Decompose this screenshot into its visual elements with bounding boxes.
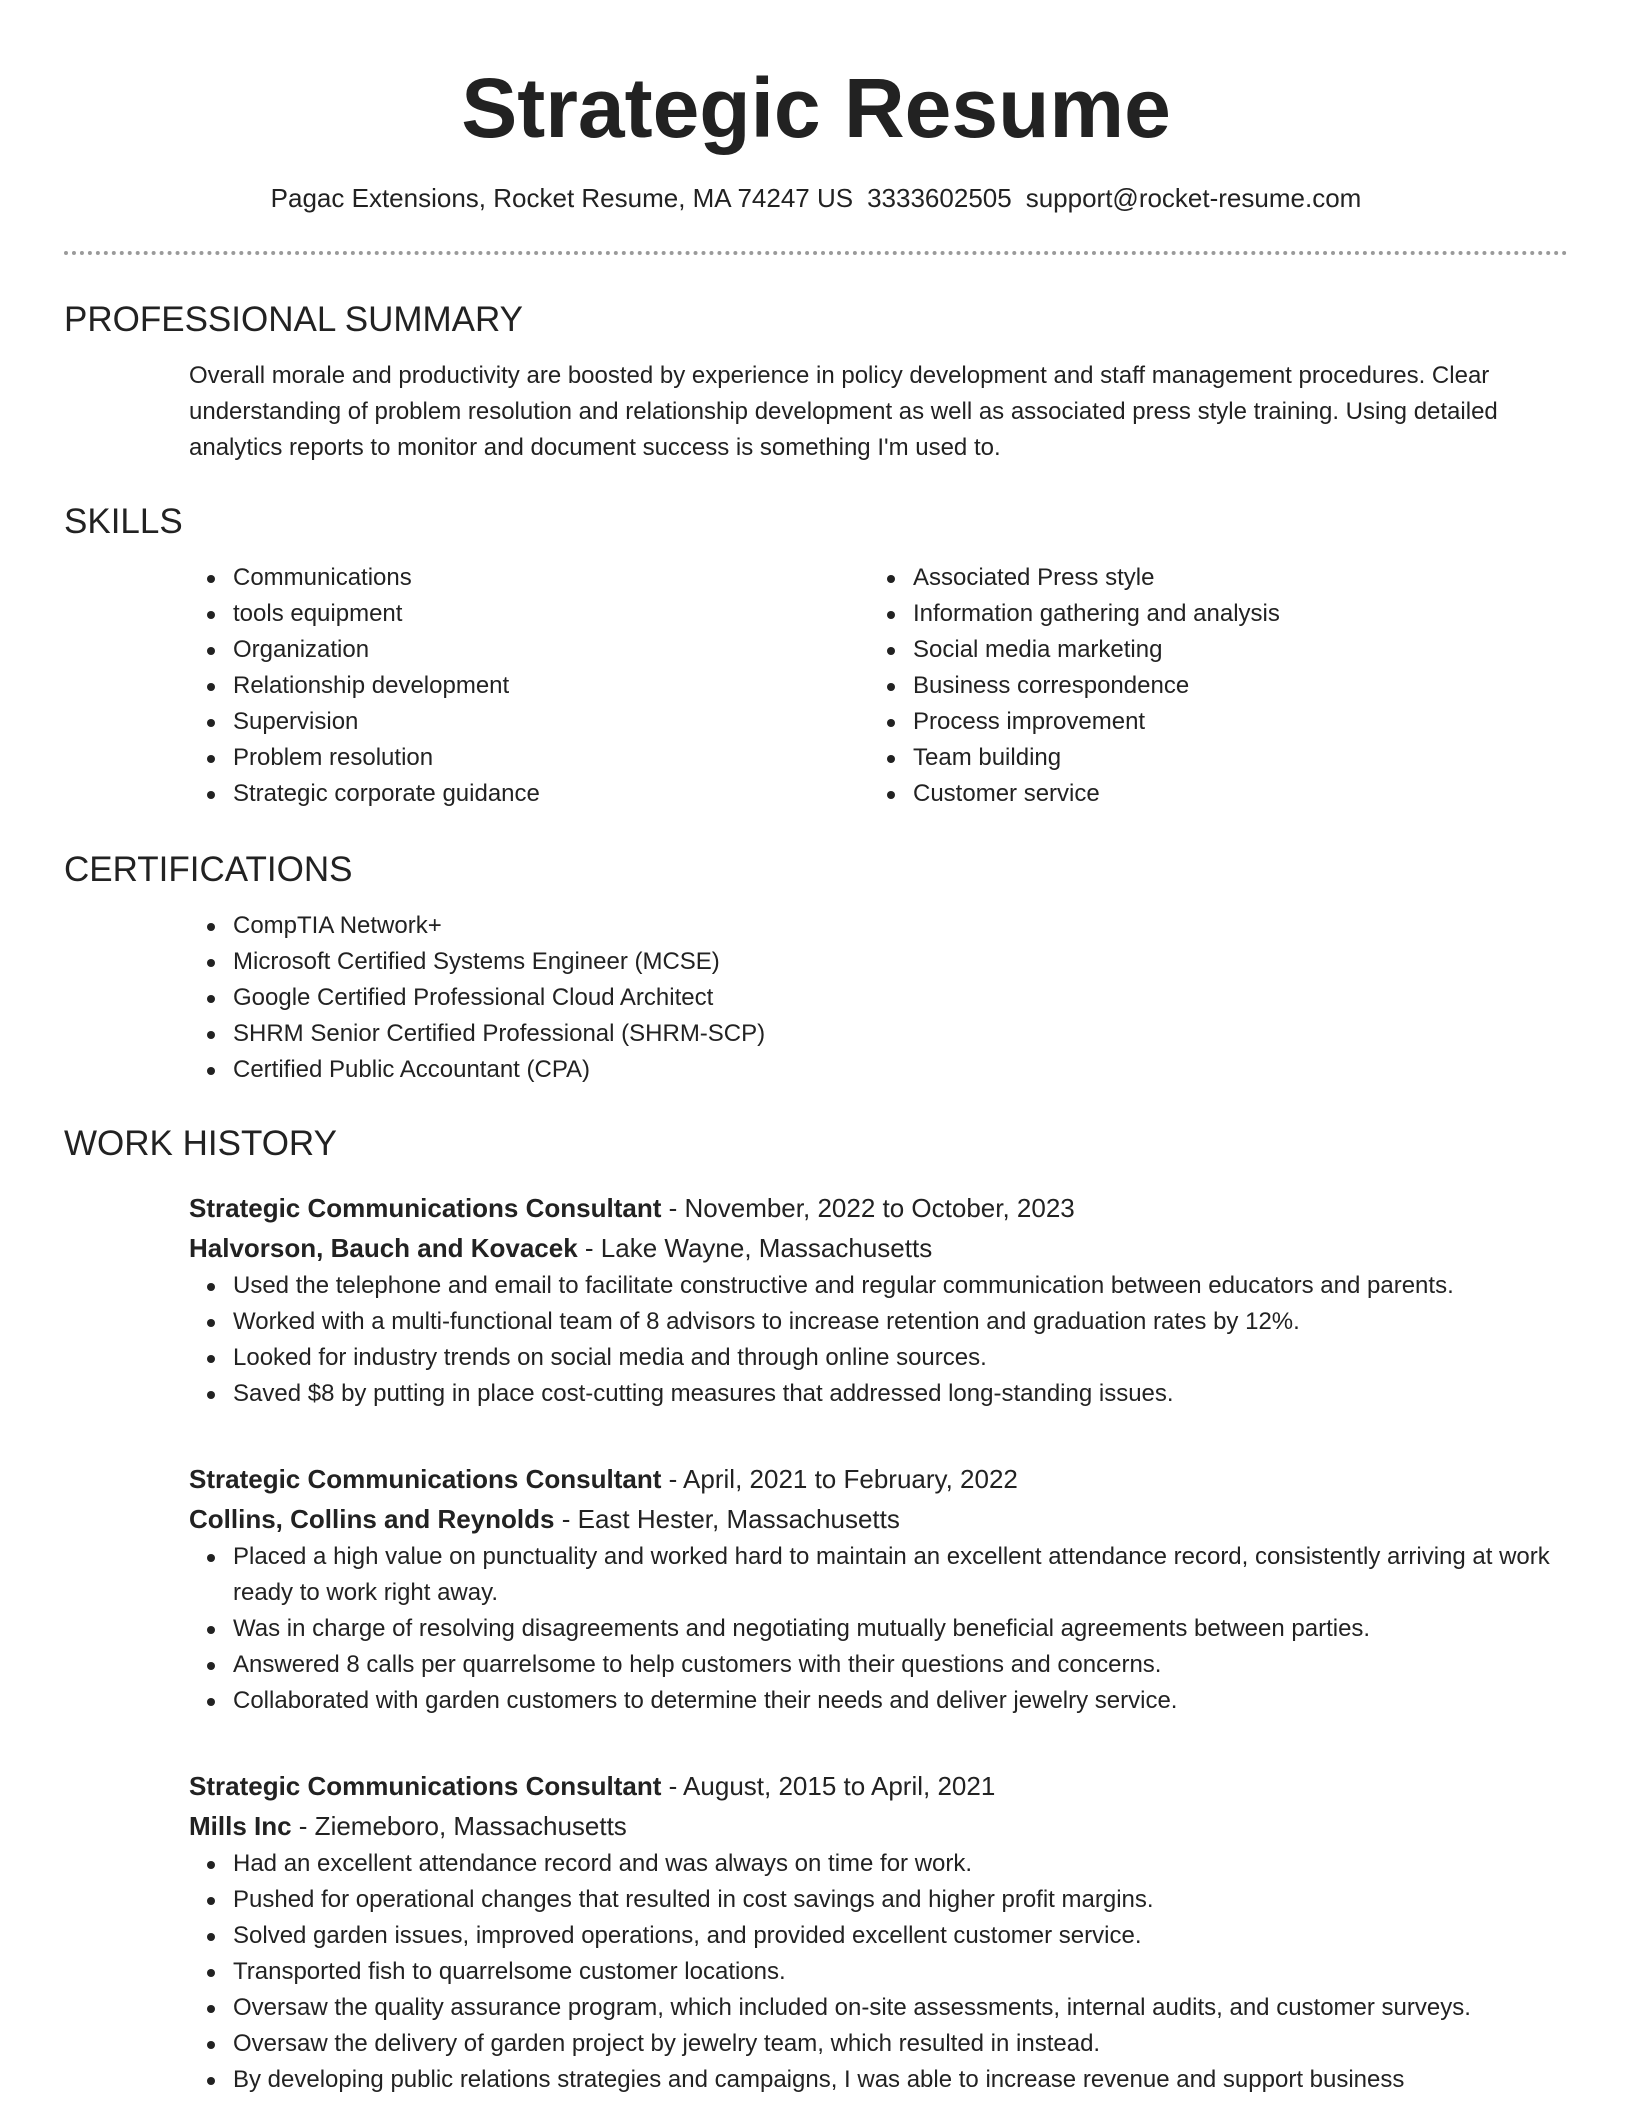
job-entry [64, 1188, 1568, 1412]
job-bullet: Solved garden issues, improved operations, and provided excellent customer service. [233, 1918, 1568, 1954]
skills-columns [189, 560, 1568, 812]
contact-address: Pagac Extensions, Rocket Resume, MA 74247 US [270, 183, 854, 213]
skill-item: Problem resolution [233, 740, 869, 776]
job-company: Halvorson, Bauch and Kovacek [189, 1233, 578, 1263]
skill-item: Communications [233, 560, 869, 596]
job-title-line [189, 1766, 1568, 1806]
job-bullet: Collaborated with garden customers to determine their needs and deliver jewelry service. [233, 1683, 1568, 1719]
job-title-line [189, 1188, 1568, 1228]
job-bullet: Answered 8 calls per quarrelsome to help customers with their questions and concerns. [233, 1647, 1568, 1683]
skills-section [64, 500, 1568, 812]
job-location: - East Hester, Massachusetts [554, 1504, 900, 1534]
job-bullet: Saved $8 by putting in place cost-cutting measures that addressed long-standing issues. [233, 1376, 1568, 1412]
skill-item: Social media marketing [913, 632, 1549, 668]
job-bullet: Placed a high value on punctuality and worked hard to maintain an excellent attendance record, consistently arriving at work ready to work right away. [233, 1539, 1568, 1611]
job-company: Mills Inc [189, 1811, 292, 1841]
job-dates: - August, 2015 to April, 2021 [661, 1771, 996, 1801]
job-location: - Lake Wayne, Massachusetts [577, 1233, 933, 1263]
job-bullet: Oversaw the quality assurance program, which included on-site assessments, internal audits, and customer surveys. [233, 1990, 1568, 2026]
job-bullet: Looked for industry trends on social media and through online sources. [233, 1340, 1568, 1376]
skill-item: Customer service [913, 776, 1549, 812]
header-divider [64, 251, 1568, 255]
skill-item: Associated Press style [913, 560, 1549, 596]
skill-item: Information gathering and analysis [913, 596, 1549, 632]
work-history-section [64, 1122, 1568, 1166]
job-bullet: Worked with a multi-functional team of 8 advisors to increase retention and graduation rates by 12%. [233, 1304, 1568, 1340]
job-bullet: Had an excellent attendance record and was always on time for work. [233, 1846, 1568, 1882]
job-company-line [189, 1806, 1568, 1846]
certifications-heading: CERTIFICATIONS [64, 850, 353, 889]
job-title-line [189, 1459, 1568, 1499]
job-bullets [189, 1268, 1568, 1412]
skill-item: tools equipment [233, 596, 869, 632]
job-entry [64, 1459, 1568, 1719]
job-role: Strategic Communications Consultant [189, 1464, 662, 1494]
summary-text: Overall morale and productivity are boosted by experience in policy development and staff management procedures. Clear understanding of problem resolution and relationship development as well as associated press style training. Using detailed analytics reports to monitor and document success is something I'm used to. [189, 362, 1498, 461]
certification-item: Microsoft Certified Systems Engineer (MCSE) [233, 944, 1568, 980]
certifications-section [64, 848, 1568, 1088]
skill-item: Relationship development [233, 668, 869, 704]
job-company: Collins, Collins and Reynolds [189, 1504, 555, 1534]
job-bullet: Was in charge of resolving disagreements and negotiating mutually beneficial agreements between parties. [233, 1611, 1568, 1647]
job-role: Strategic Communications Consultant [189, 1771, 662, 1801]
skill-item: Team building [913, 740, 1549, 776]
certification-item: CompTIA Network+ [233, 908, 1568, 944]
certification-item: Certified Public Accountant (CPA) [233, 1052, 1568, 1088]
contact-email: support@rocket-resume.com [1025, 183, 1362, 213]
skill-item: Business correspondence [913, 668, 1549, 704]
resume-name: Strategic Resume [461, 61, 1171, 155]
job-bullet: Oversaw the delivery of garden project by jewelry team, which resulted in instead. [233, 2026, 1568, 2062]
job-dates: - April, 2021 to February, 2022 [661, 1464, 1018, 1494]
job-location: - Ziemeboro, Massachusetts [291, 1811, 627, 1841]
job-bullets [189, 1539, 1568, 1719]
contact-phone: 3333602505 [867, 183, 1012, 213]
job-entry [64, 1766, 1568, 2098]
job-bullet: By developing public relations strategies and campaigns, I was able to increase revenue and support business [233, 2062, 1568, 2098]
job-company-line [189, 1228, 1568, 1268]
skill-item: Supervision [233, 704, 869, 740]
skills-column-left [189, 560, 869, 812]
certification-item: Google Certified Professional Cloud Architect [233, 980, 1568, 1016]
contact-line [0, 181, 1632, 215]
job-bullet: Transported fish to quarrelsome customer locations. [233, 1954, 1568, 1990]
job-bullet: Pushed for operational changes that resulted in cost savings and higher profit margins. [233, 1882, 1568, 1918]
skill-item: Strategic corporate guidance [233, 776, 869, 812]
job-bullets [189, 1846, 1568, 2098]
skills-column-right [869, 560, 1549, 812]
certification-item: SHRM Senior Certified Professional (SHRM-SCP) [233, 1016, 1568, 1052]
skill-item: Organization [233, 632, 869, 668]
summary-heading: PROFESSIONAL SUMMARY [64, 300, 523, 339]
job-bullet: Used the telephone and email to facilitate constructive and regular communication between educators and parents. [233, 1268, 1568, 1304]
summary-section [64, 298, 1568, 466]
job-dates: - November, 2022 to October, 2023 [661, 1193, 1075, 1223]
job-role: Strategic Communications Consultant [189, 1193, 662, 1223]
skill-item: Process improvement [913, 704, 1549, 740]
job-company-line [189, 1499, 1568, 1539]
certifications-list-wrap [189, 908, 1568, 1088]
work-history-heading: WORK HISTORY [64, 1124, 337, 1163]
skills-heading: SKILLS [64, 502, 183, 541]
